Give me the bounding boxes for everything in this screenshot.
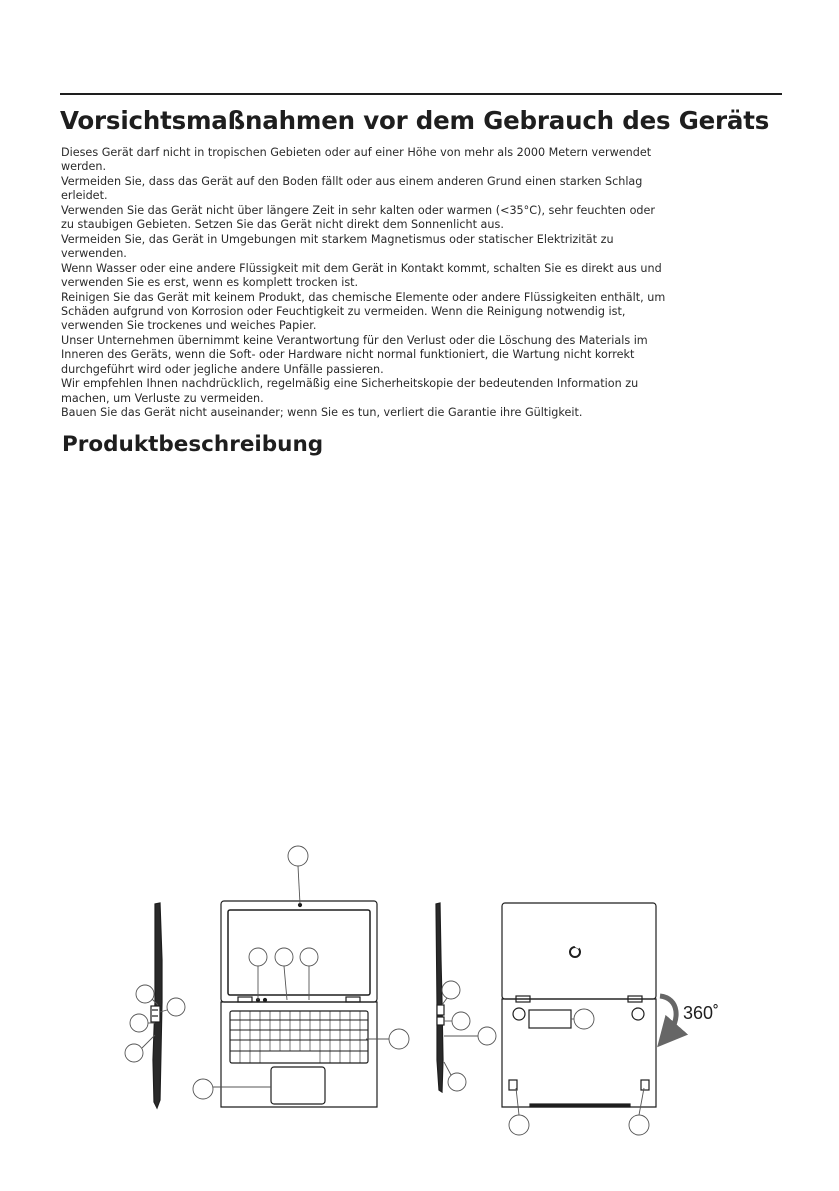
callout-markers <box>125 846 649 1135</box>
precaution-paragraph: Unser Unternehmen übernimmt keine Verantwortung für den Verlust oder die Löschung des Materials im Inneren des Geräts, wenn die Soft- oder Hardware nicht normal funktioniert, die Wartung nicht korrekt durchgeführt wird oder jegliche andere Unfälle passieren. <box>61 333 648 376</box>
precaution-paragraph: Reinigen Sie das Gerät mit keinem Produkt, das chemische Elemente oder andere Flüssigkeiten enthält, um Schäden aufgrund von Korrosion oder Feuchtigkeit zu vermeiden. Wenn die Reinigung notwendig ist, verwenden Sie trockenes und weiches Papier. <box>61 290 666 333</box>
laptop-front-view <box>221 901 377 1107</box>
precaution-paragraph: Wenn Wasser oder eine andere Flüssigkeit mit dem Gerät in Kontakt kommt, schalten Sie es direkt aus und verwenden Sie es erst, wenn es komplett trocken ist. <box>61 261 662 290</box>
precaution-paragraph: Bauen Sie das Gerät nicht auseinander; wenn Sie es tun, verliert die Garantie ihre Gültigkeit. <box>61 406 583 420</box>
rotation-label: 360˚ <box>683 1003 720 1023</box>
laptop-side-view-left <box>151 903 162 1108</box>
precaution-paragraph: Dieses Gerät darf nicht in tropischen Gebieten oder auf einer Höhe von mehr als 2000 Metern verwendet werden. <box>61 146 652 174</box>
page-heading: Vorsichtsmaßnahmen vor dem Gebrauch des Geräts <box>60 106 770 135</box>
section-heading: Produktbeschreibung <box>62 432 324 457</box>
precaution-paragraph: Wir empfehlen Ihnen nachdrücklich, regelmäßig eine Sicherheitskopie der bedeutenden Information zu machen, um Verluste zu vermeiden. <box>61 377 639 405</box>
precaution-paragraph: Verwenden Sie das Gerät nicht über längere Zeit in sehr kalten oder warmen (<35°C), sehr feuchten oder zu staubigen Gebieten. Setzen Sie das Gerät nicht direkt dem Sonnenlicht aus. <box>61 203 656 232</box>
rotation-arrow-icon <box>660 996 676 1036</box>
laptop-rotated-view <box>502 903 656 1107</box>
precaution-paragraph: Vermeiden Sie, dass das Gerät auf den Boden fällt oder aus einem anderen Grund einen starken Schlag erleidet. <box>61 174 643 203</box>
precaution-paragraph: Vermeiden Sie, das Gerät in Umgebungen mit starkem Magnetismus oder statischer Elektrizität zu verwenden. <box>61 232 614 261</box>
laptop-side-view-right <box>436 903 444 1092</box>
